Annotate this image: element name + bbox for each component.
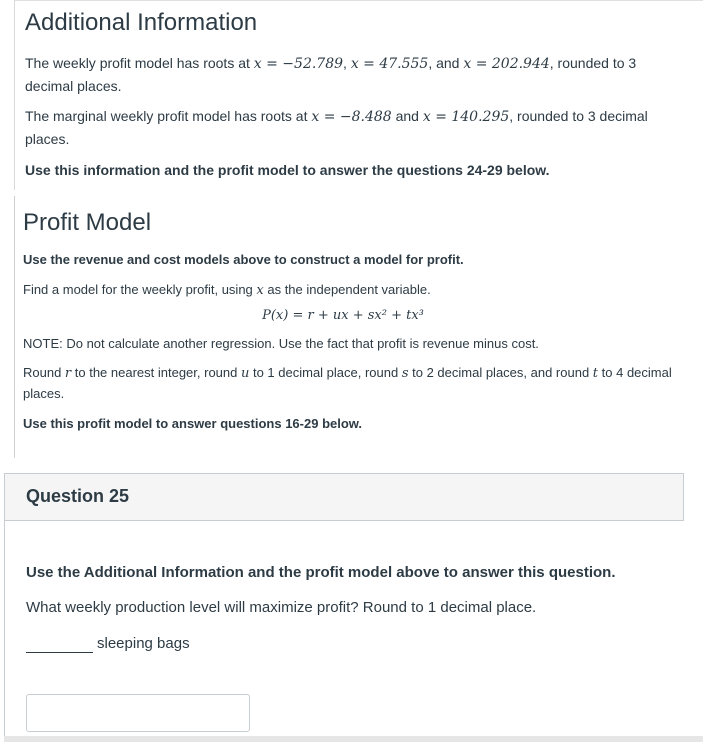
coef-s: s — [401, 366, 409, 381]
rounding-instruction — [23, 363, 683, 404]
top-divider — [14, 0, 703, 1]
root-1: x = −52.789 — [253, 56, 344, 72]
text: , rounded to 3 decimal places. — [25, 55, 637, 94]
root-2: x = 47.555 — [350, 56, 429, 72]
answer-unit: sleeping bags — [97, 635, 190, 652]
bottom-edge — [4, 736, 703, 742]
marginal-roots-paragraph — [25, 105, 685, 150]
additional-information-section — [25, 8, 685, 181]
question-title: Question 25 — [26, 486, 130, 506]
text: and — [391, 108, 423, 124]
construct-instruction: Use the revenue and cost models above to construct a model for profit. — [23, 252, 464, 267]
find-model-instruction — [23, 280, 683, 301]
text: to the nearest integer, round — [71, 365, 241, 380]
use-info-instruction: Use this information and the profit model to answer the questions 24-29 below. — [25, 162, 550, 178]
text: , — [343, 55, 351, 71]
note-text: NOTE: Do not calculate another regression. Use the fact that profit is revenue minus cost. — [23, 336, 539, 351]
marginal-root-2: x = 140.295 — [422, 109, 510, 125]
roots-paragraph — [25, 52, 685, 97]
text: , rounded to 3 decimal places. — [25, 108, 648, 147]
text: to 4 decimal places. — [23, 365, 672, 401]
answer-input[interactable] — [26, 694, 250, 732]
left-border — [14, 196, 15, 458]
text: as the independent variable. — [263, 282, 431, 297]
text: The marginal weekly profit model has roots at — [25, 108, 312, 124]
profit-model-heading: Profit Model — [23, 209, 152, 236]
variable: x — [256, 283, 264, 298]
profit-formula: P(x) = r + ux + sx² + tx³ — [262, 308, 424, 323]
question-header — [4, 473, 684, 521]
root-3: x = 202.944 — [463, 56, 550, 72]
text: Round — [23, 365, 65, 380]
coef-u: u — [240, 366, 250, 381]
text: Find a model for the weekly profit, using — [23, 282, 257, 297]
answer-blank-line — [26, 652, 93, 653]
use-model-instruction: Use this profit model to answer questions 16-29 below. — [23, 416, 363, 431]
text: The weekly profit model has roots at — [25, 55, 254, 71]
text: to 2 decimal places, and round — [408, 365, 593, 380]
profit-model-section — [23, 208, 683, 434]
coef-r: r — [64, 366, 72, 381]
text: , and — [428, 55, 464, 71]
question-prompt: What weekly production level will maximize profit? Round to 1 decimal place. — [26, 599, 537, 616]
question-body — [4, 521, 684, 742]
text: to 1 decimal place, round — [249, 365, 402, 380]
additional-information-heading: Additional Information — [25, 9, 258, 36]
left-border — [14, 0, 15, 190]
question-instruction: Use the Additional Information and the profit model above to answer this question. — [26, 564, 616, 581]
marginal-root-1: x = −8.488 — [311, 109, 392, 125]
coef-t: t — [592, 366, 599, 381]
